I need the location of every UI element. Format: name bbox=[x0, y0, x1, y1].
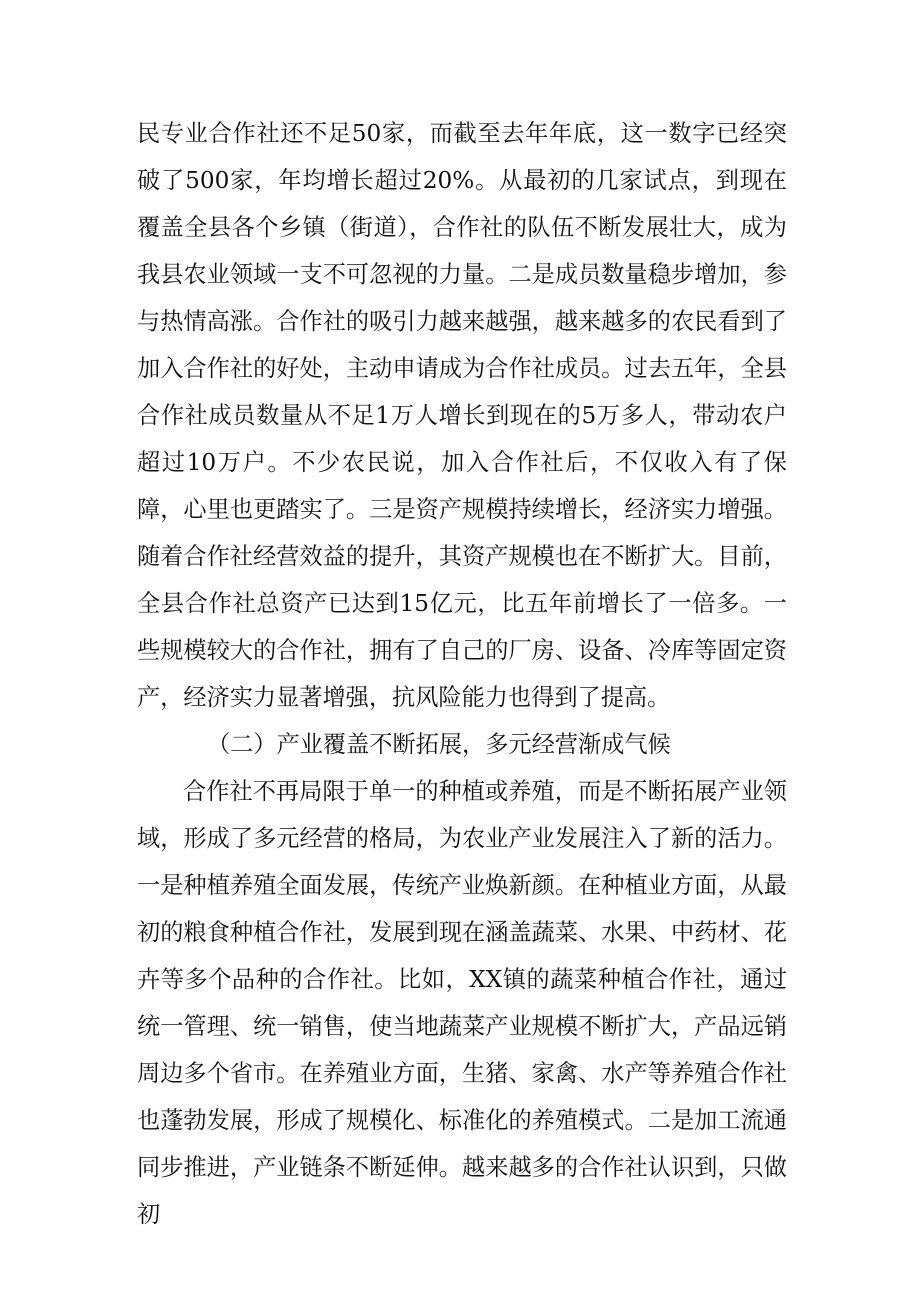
document-page bbox=[137, 110, 787, 1238]
section-heading: （二）产业覆盖不断拓展，多元经营渐成气候 bbox=[207, 731, 671, 758]
body-paragraph-1: 民专业合作社还不足50家，而截至去年年底，这一数字已经突破了500家，年均增长超过20%。从最初的几家试点，到现在覆盖全县各个乡镇（街道），合作社的队伍不断发展壮大，成为我县农业领域一支不可忽视的力量。二是成员数量稳步增加，参与热情高涨。合作社的吸引力越来越强，越来越多的农民看到了加入合作社的好处，主动申请成为合作社成员。过去五年，全县合作社成员数量从不足1万人增长到现在的5万多人，带动农户超过10万户。不少农民说，加入合作社后，不仅收入有了保障，心里也更踏实了。三是资产规模持续增长，经济实力增强。随着合作社经营效益的提升，其资产规模也在不断扩大。目前，全县合作社总资产已达到15亿元，比五年前增长了一倍多。一些规模较大的合作社，拥有了自己的厂房、设备、冷库等固定资产，经济实力显著增强，抗风险能力也得到了提高。 bbox=[137, 120, 787, 711]
body-paragraph-2: 合作社不再局限于单一的种植或养殖，而是不断拓展产业领域，形成了多元经营的格局，为农业产业发展注入了新的活力。一是种植养殖全面发展，传统产业焕新颜。在种植业方面，从最初的粮食种植合作社，发展到现在涵盖蔬菜、水果、中药材、花卉等多个品种的合作社。比如，XX镇的蔬菜种植合作社，通过统一管理、统一销售，使当地蔬菜产业规模不断扩大，产品远销周边多个省市。在养殖业方面，生猪、家禽、水产等养殖合作社也蓬勃发展，形成了规模化、标准化的养殖模式。二是加工流通同步推进，产业链条不断延伸。越来越多的合作社认识到，只做初 bbox=[137, 778, 787, 1228]
